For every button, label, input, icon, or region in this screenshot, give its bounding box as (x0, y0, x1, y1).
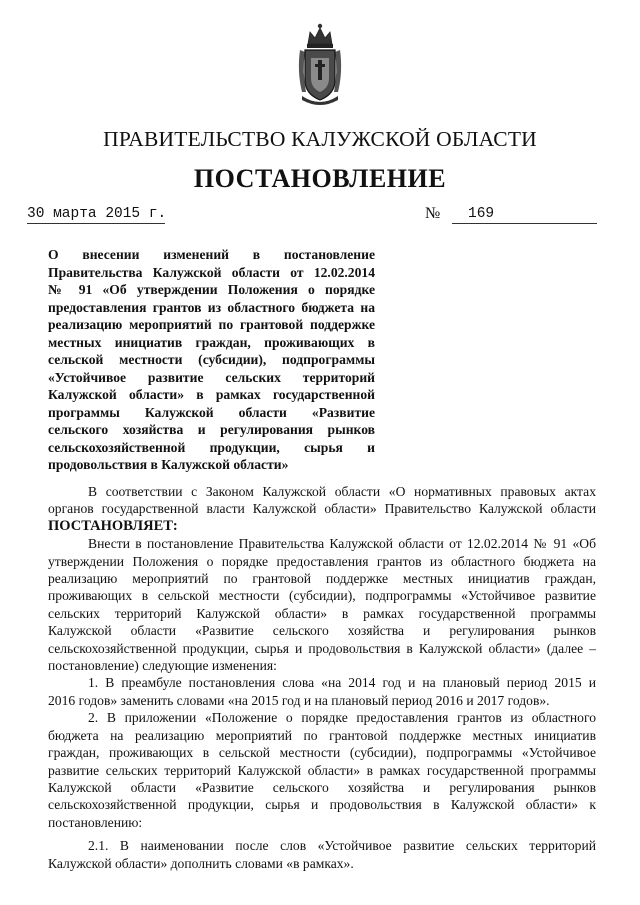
date-underline (27, 223, 165, 224)
paragraph-line: 1. В преамбуле постановления слова «на 2014 год и на плановый период 2015 и (88, 675, 596, 691)
subject-line: О внесении изменений в постановление (48, 247, 375, 262)
paragraph-line: утверждении Положения о порядке предоставления грантов из областного бюджета на (48, 553, 596, 569)
paragraph-line: Калужской области» дополнить словами «в рамках». (48, 855, 354, 871)
paragraph-line: развитие сельских территорий Калужской области» в рамках государственной программы (48, 762, 596, 778)
subject-line: сельскохозяйственной продукции, сырья и (48, 439, 375, 455)
number-label: № (425, 205, 441, 222)
paragraph-line: реализацию мероприятий по грантовой поддержке местных инициатив граждан, (48, 571, 596, 587)
subject-line: реализацию мероприятий по грантовой поддержке (48, 317, 375, 332)
subject-line: продовольствия в Калужской области» (48, 457, 289, 472)
subject-line: № 91 «Об утверждении Положения о порядке (48, 282, 375, 297)
subject-line: сельского хозяйства и регулирования рынков (48, 422, 375, 437)
paragraph-line: сельскохозяйственной продукции, сырья и продовольствия в Калужской области» к (48, 797, 596, 813)
paragraph-line: проживающих в сельской местности (субсидии), подпрограммы «Устойчивое развитие (48, 588, 596, 604)
paragraph-line: Калужской области «Развитие сельского хозяйства и регулирования рынков (48, 779, 596, 795)
paragraph-line: бюджета на реализацию мероприятий по грантовой поддержке местных инициатив (48, 727, 596, 743)
paragraph-line: постановление) следующие изменения: (48, 658, 277, 674)
subject-line: Калужской области» в рамках государственной (48, 387, 375, 402)
paragraph-line: постановлению: (48, 814, 143, 830)
document-subject (48, 246, 375, 474)
subject-line: «Устойчивое развитие сельских территорий (48, 369, 375, 385)
subject-line: программы Калужской области «Развитие (48, 404, 375, 420)
intro-line: органов государственной власти Калужской области» Правительство Калужской области (48, 501, 596, 517)
intro-line: В соответствии с Законом Калужской области «О нормативных правовых актах (88, 484, 596, 499)
document-type: ПОСТАНОВЛЕНИЕ (193, 164, 447, 193)
subject-line: сельской местности (субсидии), подпрограммы (48, 352, 375, 367)
document-date: 30 марта 2015 г. (27, 206, 167, 222)
paragraph-line: сельскохозяйственной продукции, сырья и продовольствия в Калужской области» (далее – (48, 640, 596, 656)
government-title: ПРАВИТЕЛЬСТВО КАЛУЖСКОЙ ОБЛАСТИ (103, 127, 537, 151)
subject-line: предоставления грантов из областного бюджета на (48, 299, 375, 315)
paragraph-line: 2. В приложении «Положение о порядке предоставления грантов из областного (88, 710, 596, 726)
paragraph-line: сельских территорий Калужской области» в рамках государственной программы (48, 605, 596, 621)
paragraph-line: граждан, проживающих в сельской местности (субсидии), подпрограммы «Устойчивое (48, 745, 596, 761)
subject-line: местных инициатив граждан, проживающих в (48, 334, 375, 350)
paragraph-line: Калужской области «Развитие сельского хозяйства и регулирования рынков (48, 623, 596, 639)
paragraph-line: 2.1. В наименовании после слов «Устойчивое развитие сельских территорий (88, 838, 596, 854)
resolves-heading: ПОСТАНОВЛЯЕТ: (48, 517, 178, 534)
paragraph-line: Внести в постановление Правительства Калужской области от 12.02.2014 № 91 «Об (88, 536, 596, 552)
kaluga-coat-of-arms-icon (294, 22, 346, 108)
paragraph-line: 2016 годов» заменить словами «на 2015 год и на плановый период 2016 и 2017 годов». (48, 692, 550, 708)
document-number: 169 (468, 206, 495, 222)
number-underline (452, 223, 597, 224)
subject-line: Правительства Калужской области от 12.02.2014 (48, 264, 375, 280)
document-body (48, 483, 596, 872)
